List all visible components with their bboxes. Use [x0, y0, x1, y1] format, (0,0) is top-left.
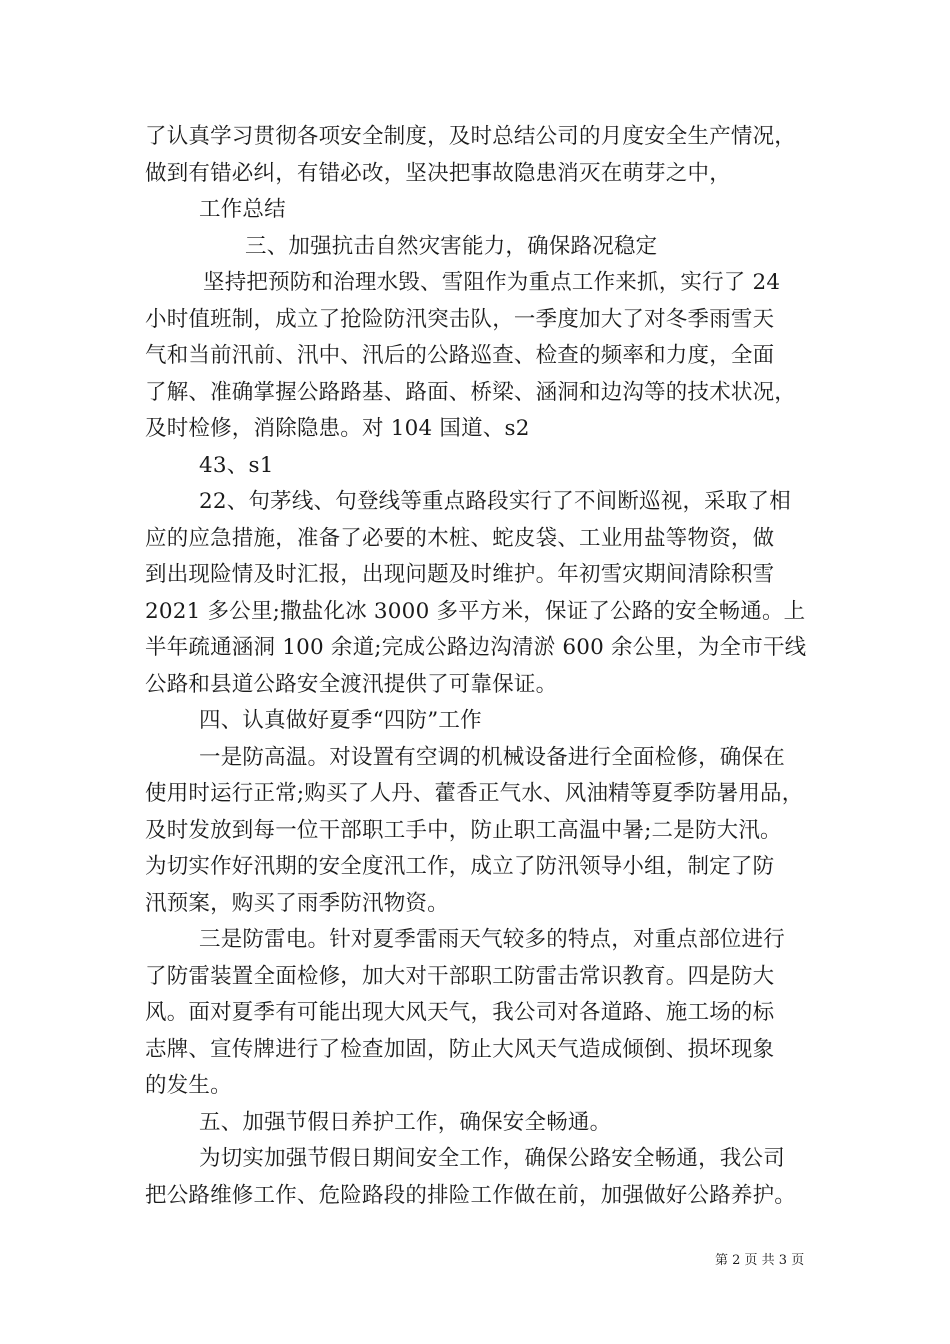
text-line: 了防雷装置全面检修，加大对干部职工防雷击常识教育。四是防大: [145, 963, 775, 989]
text-line: 使用时运行正常;购买了人丹、藿香正气水、风油精等夏季防暑用品，: [145, 781, 804, 806]
text-line: 2021 多公里;撒盐化冰 3000 多平方米，保证了公路的安全畅通。上: [145, 598, 806, 624]
text-line: 了解、准确掌握公路路基、路面、桥梁、涵洞和边沟等的技术状况，: [145, 379, 797, 405]
text-line: 汛预案，购买了雨季防汛物资。: [145, 890, 449, 916]
text-line: 志牌、宣传牌进行了检查加固，防止大风天气造成倾倒、损坏现象: [145, 1036, 775, 1062]
text-line: 风。面对夏季有可能出现大风天气，我公司对各道路、施工场的标: [145, 1000, 775, 1025]
text-line: 半年疏通涵洞 100 余道;完成公路边沟清淤 600 余公里，为全市干线: [145, 635, 807, 660]
text-line: 43、s1: [199, 452, 274, 478]
text-line: 的发生。: [145, 1073, 232, 1098]
text-line: 三是防雷电。针对夏季雷雨天气较多的特点，对重点部位进行: [199, 927, 785, 952]
text-line: 坚持把预防和治理水毁、雪阻作为重点工作来抓，实行了 24: [203, 270, 781, 295]
text-line: 把公路维修工作、危险路段的排险工作做在前，加强做好公路养护。: [145, 1182, 797, 1208]
text-line: 及时检修，消除隐患。对 104 国道、s2: [145, 416, 530, 441]
section-heading: 三、加强抗击自然灾害能力，确保路况稳定: [245, 233, 658, 259]
section-heading: 五、加强节假日养护工作，确保安全畅通。: [199, 1109, 612, 1135]
text-line: 气和当前汛前、汛中、汛后的公路巡查、检查的频率和力度，全面: [145, 343, 775, 368]
text-line: 小时值班制，成立了抢险防汛突击队，一季度加大了对冬季雨雪天: [145, 306, 775, 332]
text-line: 一是防高温。对设置有空调的机械设备进行全面检修，确保在: [199, 744, 785, 770]
text-line: 为切实作好汛期的安全度汛工作，成立了防汛领导小组，制定了防: [145, 854, 775, 879]
text-line: 到出现险情及时汇报，出现问题及时维护。年初雪灾期间清除积雪: [145, 562, 775, 587]
section-heading: 四、认真做好夏季“四防”工作: [199, 708, 482, 733]
text-line: 应的应急措施，准备了必要的木桩、蛇皮袋、工业用盐等物资，做: [145, 525, 775, 551]
section-label: 工作总结: [199, 197, 286, 222]
document-body: [145, 119, 825, 1214]
text-line: 22、句茅线、句登线等重点路段实行了不间断巡视，采取了相: [199, 489, 791, 514]
text-line: 及时发放到每一位干部职工手中，防止职工高温中暑;二是防大汛。: [145, 817, 782, 843]
text-line: 做到有错必纠，有错必改，坚决把事故隐患消灭在萌芽之中，: [145, 160, 731, 186]
text-line: 了认真学习贯彻各项安全制度，及时总结公司的月度安全生产情况，: [145, 124, 797, 149]
text-line: 为切实加强节假日期间安全工作，确保公路安全畅通，我公司: [199, 1146, 785, 1171]
page-number: 第 2 页 共 3 页: [715, 1253, 805, 1268]
text-line: 公路和县道公路安全渡汛提供了可靠保证。: [145, 671, 558, 697]
